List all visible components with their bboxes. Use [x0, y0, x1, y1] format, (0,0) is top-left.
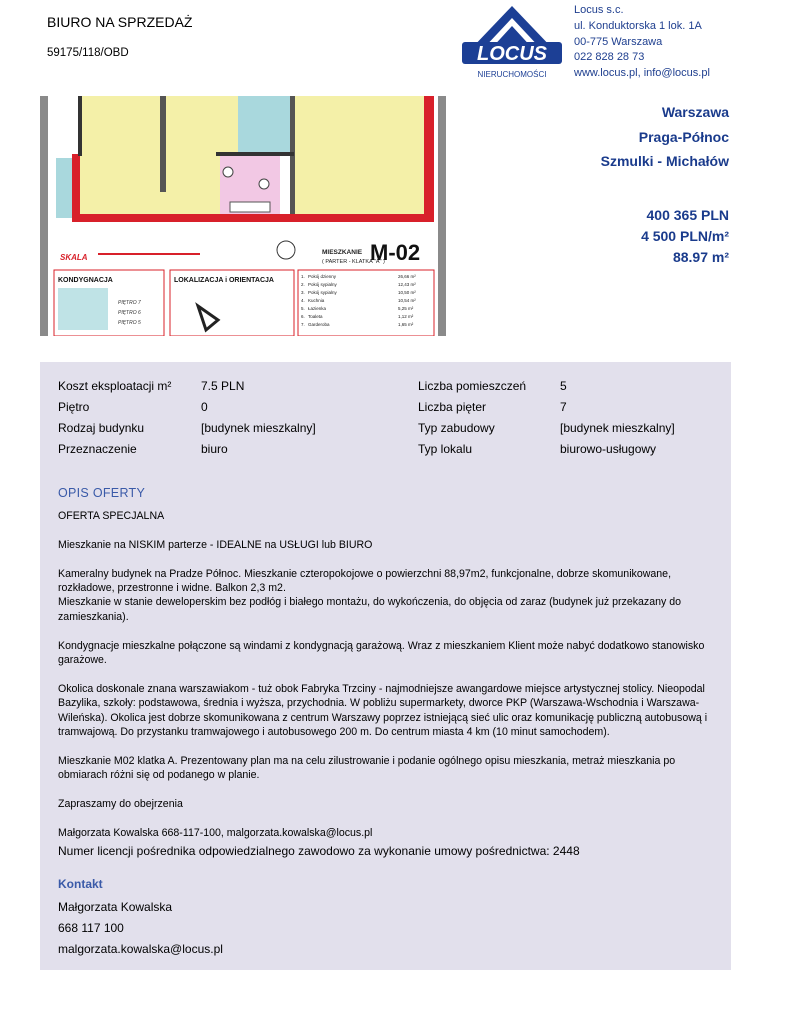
location-district: Praga-Północ — [638, 128, 729, 145]
lokalizacja-label: LOKALIZACJA i ORIENTACJA — [174, 277, 274, 284]
param-label: Liczba pięter — [418, 400, 487, 414]
param-label: Rodzaj budynku — [58, 421, 145, 435]
contact-block — [58, 897, 223, 960]
room-no: 2. — [301, 282, 305, 287]
listing-title: BIURO NA SPRZEDAŻ — [47, 14, 193, 30]
param-label: Przeznaczenie — [58, 442, 137, 456]
room-area: 26,66 m² — [398, 274, 416, 279]
room-no: 7. — [301, 322, 305, 327]
param-value: biurowo-usługowy — [560, 442, 657, 456]
room-name: Garderoba — [308, 322, 330, 327]
price-total: 400 365 PLN — [646, 207, 729, 223]
room-no: 6. — [301, 314, 305, 319]
param-label: Koszt eksploatacji m² — [58, 379, 172, 393]
room-area: 1,65 m² — [398, 322, 414, 327]
listing-reference: 59175/118/OBD — [47, 47, 129, 59]
kondygnacja-label: KONDYGNACJA — [58, 277, 113, 284]
offer-paragraph: Małgorzata Kowalska 668-117-100, malgorzata.kowalska@locus.pl — [58, 826, 373, 839]
offer-paragraph: Zapraszamy do obejrzenia — [58, 798, 183, 811]
offer-paragraph: Mieszkanie M02 klatka A. Prezentowany plan ma na celu zilustrowanie i podanie ogólnego opisu mieszkania, metraż mieszkania po obmiarach różni się od podanego w planie. — [58, 754, 676, 782]
price-per-m2: 4 500 PLN/m² — [641, 228, 729, 244]
room-name: Kuchnia — [308, 298, 325, 303]
agency-city: 00-775 Warszawa — [574, 35, 663, 48]
param-value: [budynek mieszkalny] — [560, 421, 675, 435]
param-value: biuro — [201, 442, 228, 456]
location-block — [601, 100, 729, 174]
floor-label: PIĘTRO 6 — [118, 310, 141, 316]
param-value: 5 — [560, 379, 567, 393]
contact-name: Małgorzata Kowalska — [58, 900, 173, 914]
floor-plan-image — [40, 96, 446, 336]
plan-subtitle-2: ( PARTER - KLATKA "A" ) — [322, 259, 385, 265]
property-size: 88.97 m² — [672, 249, 729, 265]
room-no: 3. — [301, 290, 305, 295]
room-name: Pokój dzienny — [308, 274, 337, 279]
price-block — [641, 205, 729, 268]
param-value: 7 — [560, 400, 567, 414]
room-name: Łazienka — [308, 306, 327, 311]
logo-word: LOCUS — [477, 43, 547, 65]
param-label: Piętro — [58, 400, 90, 414]
param-row — [58, 421, 738, 441]
param-value: [budynek mieszkalny] — [201, 421, 316, 435]
room-area: 1,12 m² — [398, 314, 414, 319]
offer-paragraph: Kondygnacje mieszkalne połączone są windami z kondygnacją garażową. Wraz z mieszkaniem Klient może nabyć dodatkowo stanowisko garażowe. — [58, 639, 705, 667]
room-no: 1. — [301, 274, 305, 279]
param-value: 0 — [201, 400, 208, 414]
param-row — [58, 379, 738, 399]
floor-label: PIĘTRO 5 — [118, 320, 141, 326]
offer-paragraph: Okolica doskonale znana warszawiakom - tuż obok Fabryka Trzciny - najmodniejsze awangardowe miejsce artystycznej stolicy. Nieopodal Bazylika, szkoły: podstawowa, średnia i wyższa, przychodnia. W pobliżu supermarkety, dworce PKP (Warszawa-Wschodnia i Warszawa-Wileńska). Okolica jest dobrze skomunikowana z centrum Warszawy poprzez istniejącą sieć ulic oraz komunikację publiczną autobusową i tramwajową. Do przystanku tramwajowego i autobusowego 200 m. Do centrum miasta 4 km (10 minut samochodem). — [58, 682, 708, 739]
param-label: Typ lokalu — [418, 442, 473, 456]
location-area: Szmulki - Michałów — [600, 153, 729, 169]
offer-heading: OPIS OFERTY — [58, 486, 146, 500]
param-row — [58, 400, 738, 420]
room-name: Toaleta — [308, 314, 323, 319]
agency-contact — [574, 3, 710, 82]
plan-title: M-02 — [370, 240, 421, 265]
details-panel — [40, 362, 731, 970]
room-area: 10,54 m² — [398, 298, 416, 303]
agency-web[interactable]: www.locus.pl, info@locus.pl — [574, 67, 710, 80]
room-area: 12,43 m² — [398, 282, 416, 287]
plan-subtitle: MIESZKANIE — [322, 249, 363, 256]
location-city: Warszawa — [661, 104, 729, 120]
contact-heading: Kontakt — [58, 877, 103, 891]
room-no: 4. — [301, 298, 305, 303]
offer-paragraph: Kameralny budynek na Pradze Północ. Mieszkanie czteropokojowe o powierzchni 88,97m2, funkcjonalne, dobrze skomunikowane, rozkładowe, przestronne i widne. Balkon 2,3 m2. Mieszkanie w stanie deweloperskim bez podłóg i białego montażu, do wykończenia, do objęcia od zaraz (budynek już przekazany do zamieszkania). — [58, 567, 682, 623]
scale-label: SKALA — [60, 253, 88, 262]
room-name: Pokój sypialny — [308, 290, 337, 295]
agency-phone: 022 828 28 73 — [574, 51, 645, 64]
room-name: Pokój sypialny — [308, 282, 337, 287]
license-number: Numer licencji pośrednika odpowiedzialnego zawodowo za wykonanie umowy pośrednictwa: 2448 — [58, 844, 580, 859]
offer-paragraph: OFERTA SPECJALNA — [58, 510, 165, 522]
param-label: Liczba pomieszczeń — [418, 379, 527, 393]
contact-email[interactable]: malgorzata.kowalska@locus.pl — [58, 942, 223, 956]
offer-description — [58, 509, 713, 859]
param-label: Typ zabudowy — [418, 421, 495, 435]
logo-tagline: NIERUCHOMOŚCI — [477, 70, 547, 79]
room-no: 5. — [301, 306, 305, 311]
agency-name: Locus s.c. — [574, 4, 624, 16]
contact-phone[interactable]: 668 117 100 — [58, 921, 124, 935]
offer-paragraph: Mieszkanie na NISKIM parterze - IDEALNE na USŁUGI lub BIURO — [58, 538, 373, 551]
room-area: 10,50 m² — [398, 290, 416, 295]
room-area: 5,25 m² — [398, 306, 414, 311]
locus-logo — [460, 4, 564, 80]
floor-label: PIĘTRO 7 — [118, 300, 141, 306]
agency-street: ul. Konduktorska 1 lok. 1A — [574, 19, 702, 32]
param-value: 7.5 PLN — [201, 379, 245, 393]
param-row — [58, 442, 738, 462]
